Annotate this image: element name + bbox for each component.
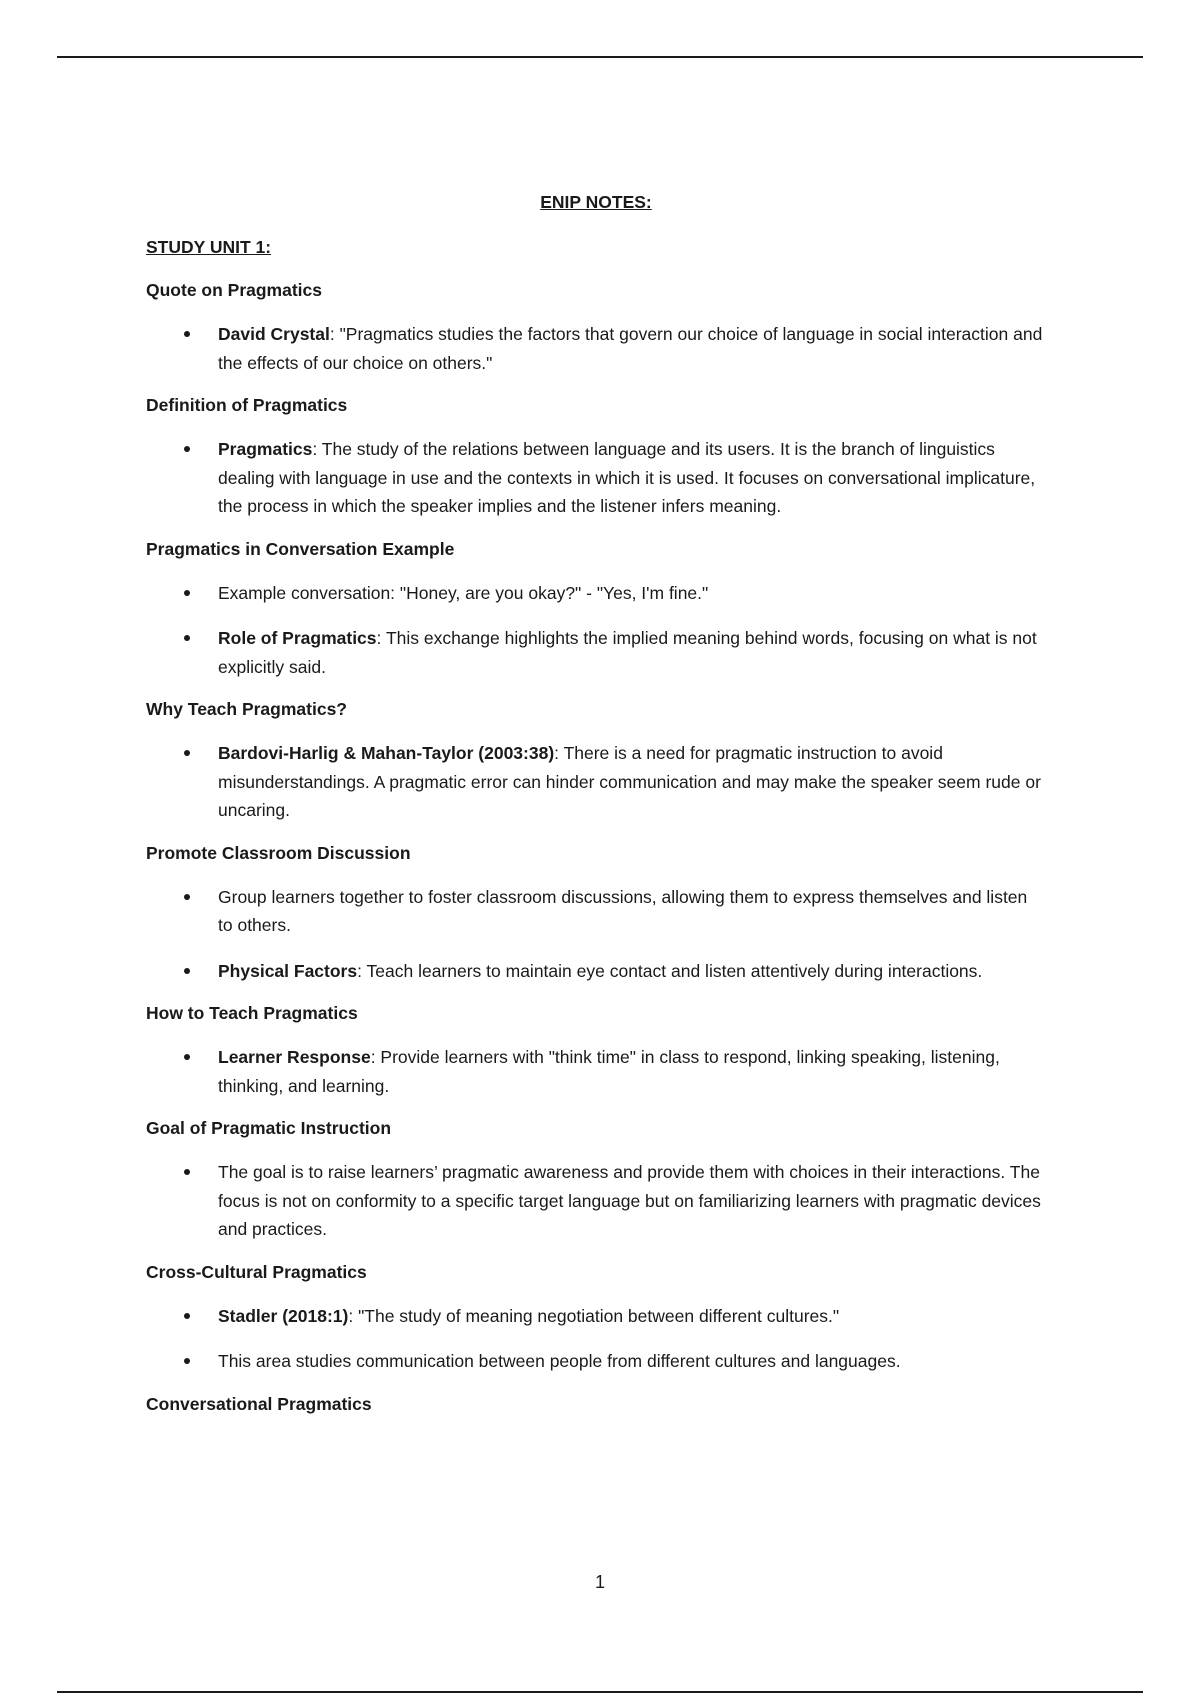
bullet-term: Physical Factors xyxy=(218,960,358,981)
bullet-text: : Teach learners to maintain eye contact and listen attentively during interactions. xyxy=(357,960,983,981)
bullet-dot-icon xyxy=(184,1054,190,1060)
bullet-text: : "Pragmatics studies the factors that govern our choice of language in social interaction and the effects of our choice on others." xyxy=(218,324,1043,373)
sections-container xyxy=(146,278,1046,1416)
bullet-dot-icon xyxy=(184,635,190,641)
top-rule xyxy=(57,56,1143,58)
bullet-item xyxy=(146,883,1046,940)
bullet-term: Learner Response xyxy=(218,1047,371,1067)
bullet-text: : The study of the relations between language and its users. It is the branch of linguistics dealing with language in use and the contexts in which it is used. It focuses on conversational implicature, the process in which the speaker implies and the listener infers meaning. xyxy=(218,439,1036,516)
bullet-text: : This exchange highlights the implied meaning behind words, focusing on what is not explicitly said. xyxy=(218,628,1037,677)
section-heading: Conversational Pragmatics xyxy=(146,1393,372,1414)
bullet-text: : There is a need for pragmatic instruction to avoid misunderstandings. A pragmatic error can hinder communication and may make the speaker seem rude or uncaring. xyxy=(218,743,1041,820)
page-number: 1 xyxy=(594,1572,605,1592)
bullet-item xyxy=(146,1158,1046,1244)
study-unit-title: STUDY UNIT 1: xyxy=(146,237,272,257)
section-heading: Goal of Pragmatic Instruction xyxy=(146,1118,392,1138)
bullet-list xyxy=(146,435,1046,521)
bullet-item xyxy=(146,435,1046,521)
bottom-rule xyxy=(57,1691,1143,1693)
section-heading: Pragmatics in Conversation Example xyxy=(146,538,455,559)
bullet-item xyxy=(146,320,1046,377)
bullet-dot-icon xyxy=(184,968,190,974)
bullet-term: Bardovi-Harlig & Mahan-Taylor (2003:38) xyxy=(218,743,555,763)
bullet-text: This area studies communication between people from different cultures and languages. xyxy=(218,1351,901,1371)
bullet-item xyxy=(146,739,1046,825)
bullet-list xyxy=(146,739,1046,825)
bullet-dot-icon xyxy=(184,331,190,337)
bullet-list xyxy=(146,1302,1046,1376)
bullet-term: Stadler (2018:1) xyxy=(218,1305,349,1326)
bullet-list xyxy=(146,1158,1046,1244)
bullet-dot-icon xyxy=(184,1358,190,1364)
section-heading: Promote Classroom Discussion xyxy=(146,842,411,863)
bullet-dot-icon xyxy=(184,1169,190,1175)
bullet-dot-icon xyxy=(184,1313,190,1319)
bullet-dot-icon xyxy=(184,590,190,596)
bullet-item xyxy=(146,624,1046,681)
bullet-dot-icon xyxy=(184,750,190,756)
section-heading: Definition of Pragmatics xyxy=(146,395,348,415)
bullet-term: Pragmatics xyxy=(218,439,313,459)
bullet-list xyxy=(146,883,1046,986)
bullet-dot-icon xyxy=(184,894,190,900)
document-body xyxy=(146,190,1046,1434)
bullet-dot-icon xyxy=(184,446,190,452)
bullet-text: Group learners together to foster classroom discussions, allowing them to express themselves and listen to others. xyxy=(218,886,1028,935)
bullet-term: David Crystal xyxy=(218,324,330,344)
bullet-item xyxy=(146,1347,1046,1376)
section-heading: How to Teach Pragmatics xyxy=(146,1003,358,1023)
bullet-text: : "The study of meaning negotiation between different cultures." xyxy=(348,1305,840,1326)
bullet-text: The goal is to raise learners’ pragmatic awareness and provide them with choices in their interactions. The focus is not on conformity to a specific target language but on familiarizing learners with pragmatic devices and practices. xyxy=(218,1162,1041,1239)
bullet-item xyxy=(146,579,1046,608)
bullet-list xyxy=(146,320,1046,377)
bullet-item xyxy=(146,1302,1046,1331)
bullet-list xyxy=(146,1043,1046,1100)
bullet-item xyxy=(146,1043,1046,1100)
section-heading: Quote on Pragmatics xyxy=(146,280,323,300)
section-heading: Cross-Cultural Pragmatics xyxy=(146,1261,367,1282)
document-title: ENIP NOTES: xyxy=(540,192,652,212)
bullet-list xyxy=(146,579,1046,682)
bullet-item xyxy=(146,957,1046,986)
bullet-term: Role of Pragmatics xyxy=(218,628,377,648)
bullet-text: : Provide learners with "think time" in class to respond, linking speaking, listening, thinking, and learning. xyxy=(218,1047,1000,1096)
bullet-text: Example conversation: "Honey, are you okay?" - "Yes, I'm fine." xyxy=(218,582,709,603)
section-heading: Why Teach Pragmatics? xyxy=(146,699,347,719)
